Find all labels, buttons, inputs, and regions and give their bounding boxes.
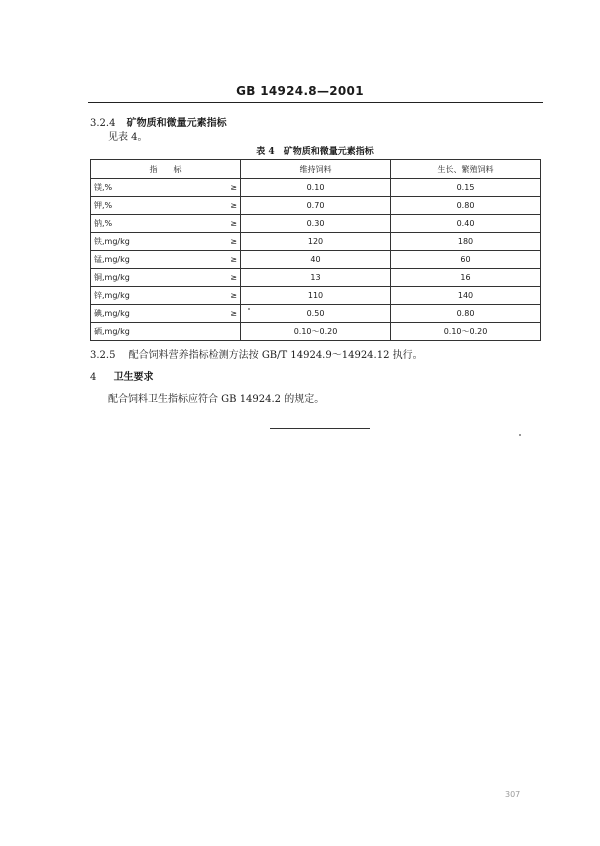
- maintain-value: 0.50: [241, 305, 391, 323]
- growth-value: 0.80: [391, 305, 541, 323]
- row-operator: ≥: [230, 201, 237, 210]
- row-label: 铜,mg/kg: [94, 273, 130, 282]
- growth-value: 0.10～0.20: [391, 323, 541, 341]
- row-label: 碘,mg/kg: [94, 309, 130, 318]
- table-row: [91, 197, 541, 215]
- row-label: 锰,mg/kg: [94, 255, 130, 264]
- scan-speck: [519, 434, 521, 436]
- growth-value: 140: [391, 287, 541, 305]
- table-row: [91, 215, 541, 233]
- row-operator: ≥: [230, 273, 237, 282]
- section-4-heading: [90, 368, 154, 383]
- table-row: [91, 251, 541, 269]
- growth-value: 60: [391, 251, 541, 269]
- row-operator: ≥: [230, 309, 237, 318]
- page-number: 307: [505, 790, 521, 799]
- maintain-value: 0.10～0.20: [241, 323, 391, 341]
- growth-value: 180: [391, 233, 541, 251]
- growth-value: 0.40: [391, 215, 541, 233]
- row-label: 钾,%: [94, 201, 113, 210]
- section-text: 配合饲料营养指标检测方法按 GB/T 14924.9～14924.12 执行。: [128, 350, 423, 361]
- maintain-value: 120: [241, 233, 391, 251]
- header-divider: [88, 102, 543, 103]
- section-3-2-4-body: 见表 4。: [108, 132, 148, 143]
- maintain-value: 13: [241, 269, 391, 287]
- table-row: [91, 323, 541, 341]
- minerals-table: [90, 159, 541, 341]
- header-indicator: 指 标: [91, 160, 241, 179]
- section-4-body: 配合饲料卫生指标应符合 GB 14924.2 的规定。: [108, 394, 325, 405]
- row-operator: ≥: [230, 237, 237, 246]
- row-operator: ≥: [230, 183, 237, 192]
- table-row: [91, 179, 541, 197]
- maintain-value: 0.30: [241, 215, 391, 233]
- row-label: 铁,mg/kg: [94, 237, 130, 246]
- table-row: [91, 269, 541, 287]
- row-operator: ≥: [230, 219, 237, 228]
- header-maintenance-feed: 维持饲料: [241, 160, 391, 179]
- table-header-row: [91, 160, 541, 179]
- header-growth-breeding-feed: 生长、繁殖饲料: [391, 160, 541, 179]
- standard-code-header: GB 14924.8—2001: [236, 84, 364, 98]
- row-label: 硒,mg/kg: [94, 327, 130, 336]
- maintain-value: 0.10: [241, 179, 391, 197]
- row-operator: ≥: [230, 255, 237, 264]
- section-number: 4: [90, 372, 97, 383]
- row-label: 镁,%: [94, 183, 113, 192]
- maintain-value: 40: [241, 251, 391, 269]
- section-3-2-5: [90, 346, 423, 361]
- growth-value: 16: [391, 269, 541, 287]
- section-3-2-4-heading: [90, 114, 227, 129]
- growth-value: 0.15: [391, 179, 541, 197]
- section-number: 3.2.5: [90, 350, 116, 361]
- maintain-value: 0.70: [241, 197, 391, 215]
- table-row: [91, 287, 541, 305]
- row-label: 钠,%: [94, 219, 113, 228]
- table-row: [91, 233, 541, 251]
- end-of-document-rule: [270, 428, 370, 429]
- row-operator: ≥: [230, 291, 237, 300]
- section-title: 矿物质和微量元素指标: [126, 118, 227, 129]
- section-title: 卫生要求: [113, 372, 154, 383]
- row-label: 锌,mg/kg: [94, 291, 130, 300]
- growth-value: 0.80: [391, 197, 541, 215]
- table-row: [91, 305, 541, 323]
- section-number: 3.2.4: [90, 118, 116, 129]
- table-caption: 表 4 矿物质和微量元素指标: [256, 147, 374, 157]
- scan-speck: [248, 308, 250, 310]
- maintain-value: 110: [241, 287, 391, 305]
